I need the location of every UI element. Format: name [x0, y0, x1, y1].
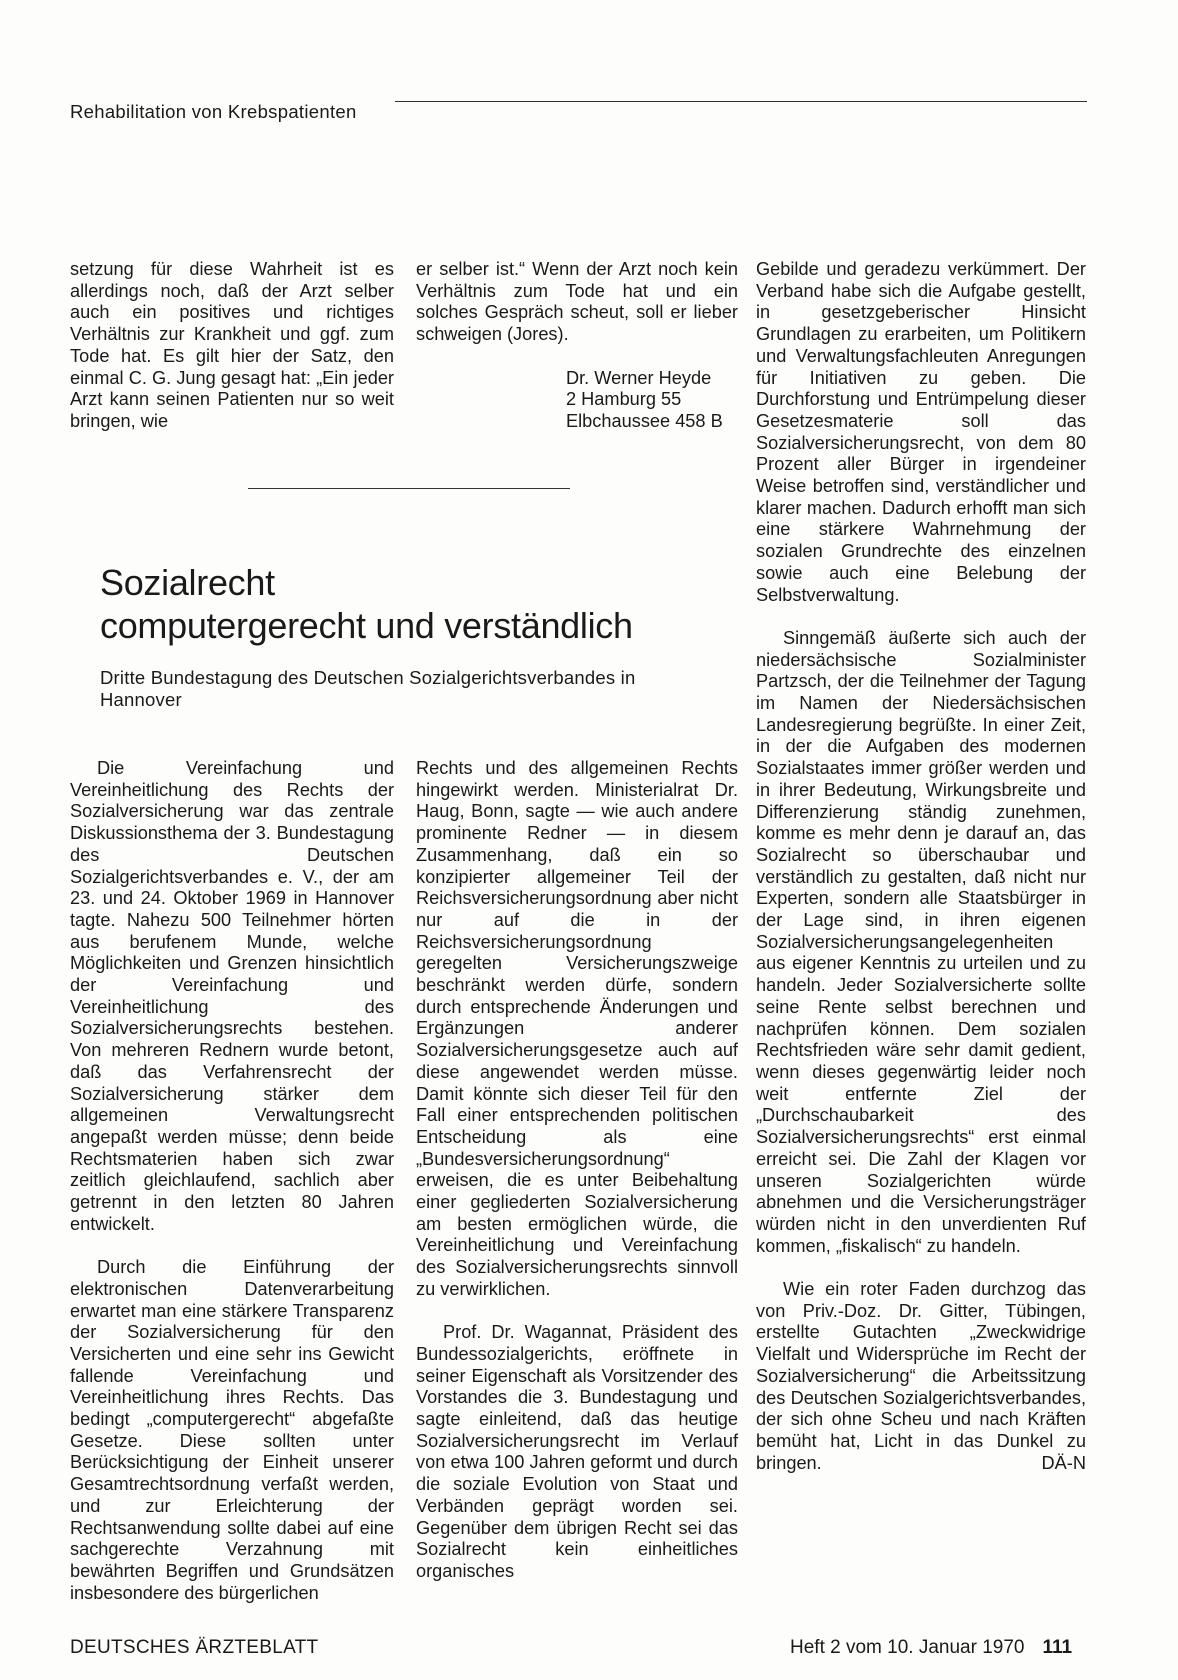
paragraph: Prof. Dr. Wagannat, Präsident des Bundessozialgerichts, eröffnete in seiner Eigenschaft als Vorsitzender des Vorstandes die 3. Bundestagung und sagte einleitend, daß das heutige Sozialversicherungsrecht im Verlauf von etwa 100 Jahren geformt und durch die soziale Evolution von Staat und Verbänden geprägt worden sei. Gegenüber dem übrigen Recht sei das Sozialrecht kein einheitliches organisches: [416, 1322, 738, 1581]
paragraph: Gebilde und geradezu verkümmert. Der Verband habe sich die Aufgabe gestellt, in gesetzgeberischer Hinsicht Grundlagen zu erarbeiten, um Politikern und Verwaltungsfachleuten Anregungen für Initiativen zu geben. Die Durchforstung und Entrümpelung dieser Gesetzesmaterie soll das Sozialversicherungsrecht, von dem 80 Prozent aller Bürger in irgendeiner Weise betroffen sind, verständlicher und klarer machen. Dadurch erhofft man sich eine stärkere Wahrnehmung der sozialen Grundrechte des einzelnen sowie auch eine Belebung der Selbstverwaltung.: [756, 259, 1086, 605]
prev-article-text-1: setzung für diese Wahrheit ist es allerdings noch, daß der Arzt selber auch ein positives und richtiges Verhältnis zur Krankheit und ggf. zum Tode hat. Es gilt hier der Satz, den einmal C. G. Jung gesagt hat: „Ein jeder Arzt kann seinen Patienten nur so weit bringen, wie: [70, 259, 394, 431]
paragraph: Die Vereinfachung und Vereinheitlichung des Rechts der Sozialversicherung war das zentrale Diskussionsthema der 3. Bundestagung des Deutschen Sozialgerichtsverbandes e. V., der am 23. und 24. Oktober 1969 in Hannover tagte. Nahezu 500 Teilnehmer hörten aus berufenem Munde, welche Möglichkeiten und Grenzen hinsichtlich der Vereinfachung und Vereinheitlichung des Sozialversicherungsrechts bestehen. Von mehreren Rednern wurde betont, daß das Verfahrensrecht der Sozialversicherung stärker dem allgemeinen Verwaltungsrecht angepaßt werden müsse; denn beide Rechtsmaterien haben sich zwar zeitlich gleichlaufend, sachlich aber getrennt in den letzten 80 Jahren entwickelt.: [70, 758, 394, 1234]
paragraph: Durch die Einführung der elektronischen Datenverarbeitung erwartet man eine stärkere Transparenz der Sozialversicherung für den Versicherten und eine sehr ins Gewicht fallende Vereinfachung und Vereinheitlichung ihres Rechts. Das bedingt „computergerecht“ abgefaßte Gesetze. Diese sollten unter Berücksichtigung der Einheit unserer Gesamtrechtsordnung verfaßt werden, und zur Erleichterung der Rechtsanwendung sollte dabei auf eine sachgerechte Verzahnung mit bewährten Begriffen und Grundsätzen insbesondere des bürgerlichen: [70, 1257, 394, 1603]
author-street: Elbchaussee 458 B: [566, 410, 723, 431]
header-rule: [395, 101, 1087, 102]
article-title-line-1: Sozialrecht: [100, 562, 275, 603]
prev-article-column-1: [70, 259, 394, 433]
paragraph: Sinngemäß äußerte sich auch der niedersächsische Sozialminister Partzsch, der die Teilnehmer der Tagung im Namen der Niedersächsischen Landesregierung begrüßte. In einer Zeit, in der die Aufgaben des modernen Sozialstaates immer größer werden und in ihrer Bedeutung, Wirkungsbreite und Differenzierung ständig zunehmen, komme es mehr denn je darauf an, das Sozialrecht so überschaubar und verständlich zu gestalten, daß nicht nur Experten, sondern alle Staatsbürger in der Lage sind, in ihren eigenen Sozialversicherungsangelegenheiten aus eigener Kenntnis zu urteilen und zu handeln. Jeder Sozialversicherte sollte seine Rente selbst berechnen und nachprüfen können. Dem sozialen Rechtsfrieden wäre sehr damit gedient, wenn dieses gegenwärtig leider noch weit entfernte Ziel der „Durchschaubarkeit des Sozialversicherungsrechts“ erst einmal erreicht sei. Die Zahl der Klagen vor unseren Sozialgerichten würde abnehmen und die Versicherungsträger würden nicht in den unverdienten Ruf kommen, „fiskalisch“ zu handeln.: [756, 627, 1086, 1256]
article-column-left: [70, 758, 394, 1604]
prev-article-column-2: [416, 259, 738, 433]
paragraph: Rechts und des allgemeinen Rechts hingewirkt werden. Ministerialrat Dr. Haug, Bonn, sagte — wie auch andere prominente Redner — in diesem Zusammenhang, daß ein so konzipierter allgemeiner Teil der Reichsversicherungsordnung aber nicht nur auf die in der Reichsversicherungsordnung geregelten Versicherungszweige beschränkt werden dürfe, sondern durch entsprechende Änderungen und Ergänzungen anderer Sozialversicherungsgesetze auch auf diese angewendet werden müsse. Damit könnte sich dieser Teil für den Fall einer entsprechenden politischen Entscheidung als eine „Bundesversicherungsordnung“ erweisen, die es unter Beibehaltung einer gegliederten Sozialversicherung am besten ermöglichen würde, die Vereinheitlichung und Vereinfachung des Sozialversicherungsrechts sinnvoll zu verwirklichen.: [416, 758, 738, 1299]
article-title-line-2: computergerecht und verständlich: [100, 605, 633, 646]
author-abbreviation: DÄ-N: [1041, 1452, 1086, 1473]
article-column-middle: [416, 758, 738, 1583]
author-city: 2 Hamburg 55: [566, 389, 682, 410]
page-number: 111: [1042, 1637, 1073, 1658]
issue-date: Heft 2 vom 10. Januar 1970: [790, 1637, 1025, 1658]
article-title: [100, 561, 633, 647]
article-separator-rule: [248, 488, 570, 489]
author-name: Dr. Werner Heyde: [566, 367, 712, 388]
section-label: Rehabilitation von Krebspatienten: [70, 101, 357, 122]
prev-article-text-2: er selber ist.“ Wenn der Arzt noch kein Verhältnis zum Tode hat und ein solches Gespräch scheut, soll er lieber schweigen (Jores).: [416, 259, 738, 345]
article-subtitle: Dritte Bundestagung des Deutschen Sozialgerichtsverbandes in Hannover: [100, 667, 636, 710]
issue-info: [790, 1637, 1072, 1659]
article-column-right: [756, 259, 1086, 1474]
paragraph-text: Wie ein roter Faden durchzog das von Priv.-Doz. Dr. Gitter, Tübingen, erstellte Gutachten „Zweckwidrige Vielfalt und Widersprüche im Recht der Sozialversicherung“ die Arbeitssitzung des Deutschen Sozialgerichtsverbandes, der sich ohne Scheu und nach Kräften bemüht hat, Licht in das Dunkel zu bringen.: [756, 1279, 1086, 1473]
journal-name: DEUTSCHES ÄRZTEBLATT: [70, 1637, 319, 1658]
paragraph: [756, 1279, 1086, 1474]
